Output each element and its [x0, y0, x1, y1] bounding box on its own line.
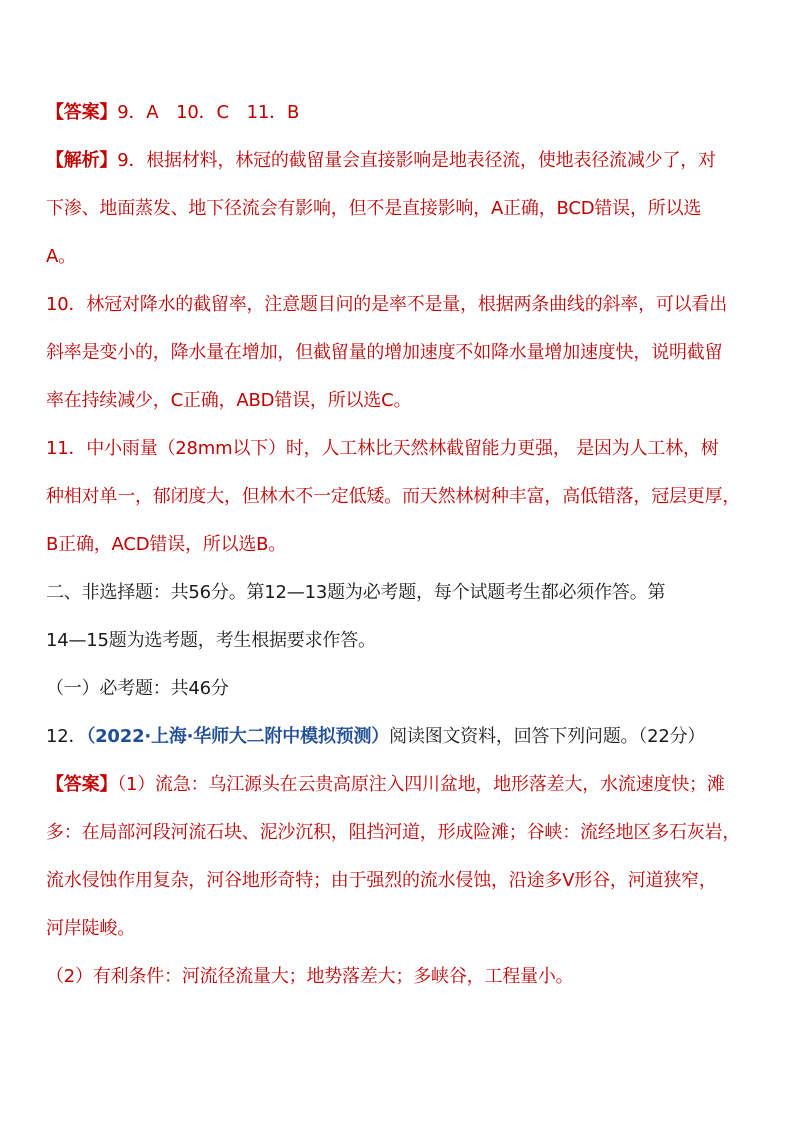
analysis-line-8: 种相对单一，郁闭度大，但林木不一定低矮。而天然林树种丰富，高低错落，冠层更厚， — [46, 486, 741, 507]
analysis-line-7: 11．中小雨量（28mm以下）时，人工林比天然林截留能力更强， 是因为人工林，树 — [46, 438, 719, 459]
analysis-line-9: B正确，ACD错误，所以选B。 — [46, 534, 287, 555]
question-12-line — [46, 725, 766, 749]
answer-line-1 — [46, 101, 766, 125]
answer-text: 9．A 10．C 11．B — [117, 102, 300, 123]
answer-tag: 【答案】 — [46, 774, 118, 795]
section-heading-line-1: 二、非选择题：共56分。第12—13题为必考题，每个试题考生都必须作答。第 — [46, 582, 666, 603]
question-source: （2022·上海·华师大二附中模拟预测） — [86, 726, 390, 747]
section-heading-line-2: 14—15题为选考题，考生根据要求作答。 — [46, 630, 376, 651]
analysis-line-6: 率在持续减少，C正确，ABD错误，所以选C。 — [46, 390, 412, 411]
subsection-heading: （一）必考题：共46分 — [46, 678, 229, 699]
answer-12-line-1 — [46, 773, 766, 797]
answer-12-line-3: 流水侵蚀作用复杂，河谷地形奇特；由于强烈的流水侵蚀，沿途多V形谷，河道狭窄， — [46, 870, 717, 891]
analysis-line-2: 下渗、地面蒸发、地下径流会有影响，但不是直接影响，A正确，BCD错误，所以选 — [46, 198, 702, 219]
analysis-text: 9．根据材料，林冠的截留量会直接影响是地表径流，使地表径流减少了，对 — [117, 150, 716, 171]
answer-12-line-4: 河岸陡峻。 — [46, 918, 135, 939]
question-number: 12． — [46, 726, 87, 747]
analysis-tag: 【解析】 — [46, 150, 118, 171]
analysis-line-5: 斜率是变小的，降水量在增加，但截留量的增加速度不如降水量增加速度快，说明截留 — [46, 342, 723, 363]
analysis-line-3: A。 — [46, 246, 76, 267]
answer-tag: 【答案】 — [46, 102, 118, 123]
analysis-line-1 — [46, 149, 766, 173]
question-text: 阅读图文资料，回答下列问题。（22分） — [389, 726, 706, 747]
answer-text: （1）流急：乌江源头在云贵高原注入四川盆地，地形落差大，水流速度快；滩 — [117, 774, 725, 795]
answer-12-line-2: 多：在局部河段河流石块、泥沙沉积，阻挡河道，形成险滩；谷峡：流经地区多石灰岩， — [46, 822, 741, 843]
analysis-line-4: 10．林冠对降水的截留率，注意题目问的是率不是量，根据两条曲线的斜率，可以看出 — [46, 294, 728, 315]
answer-12-line-5: （2）有利条件：河流径流量大；地势落差大；多峡谷，工程量小。 — [46, 966, 574, 987]
